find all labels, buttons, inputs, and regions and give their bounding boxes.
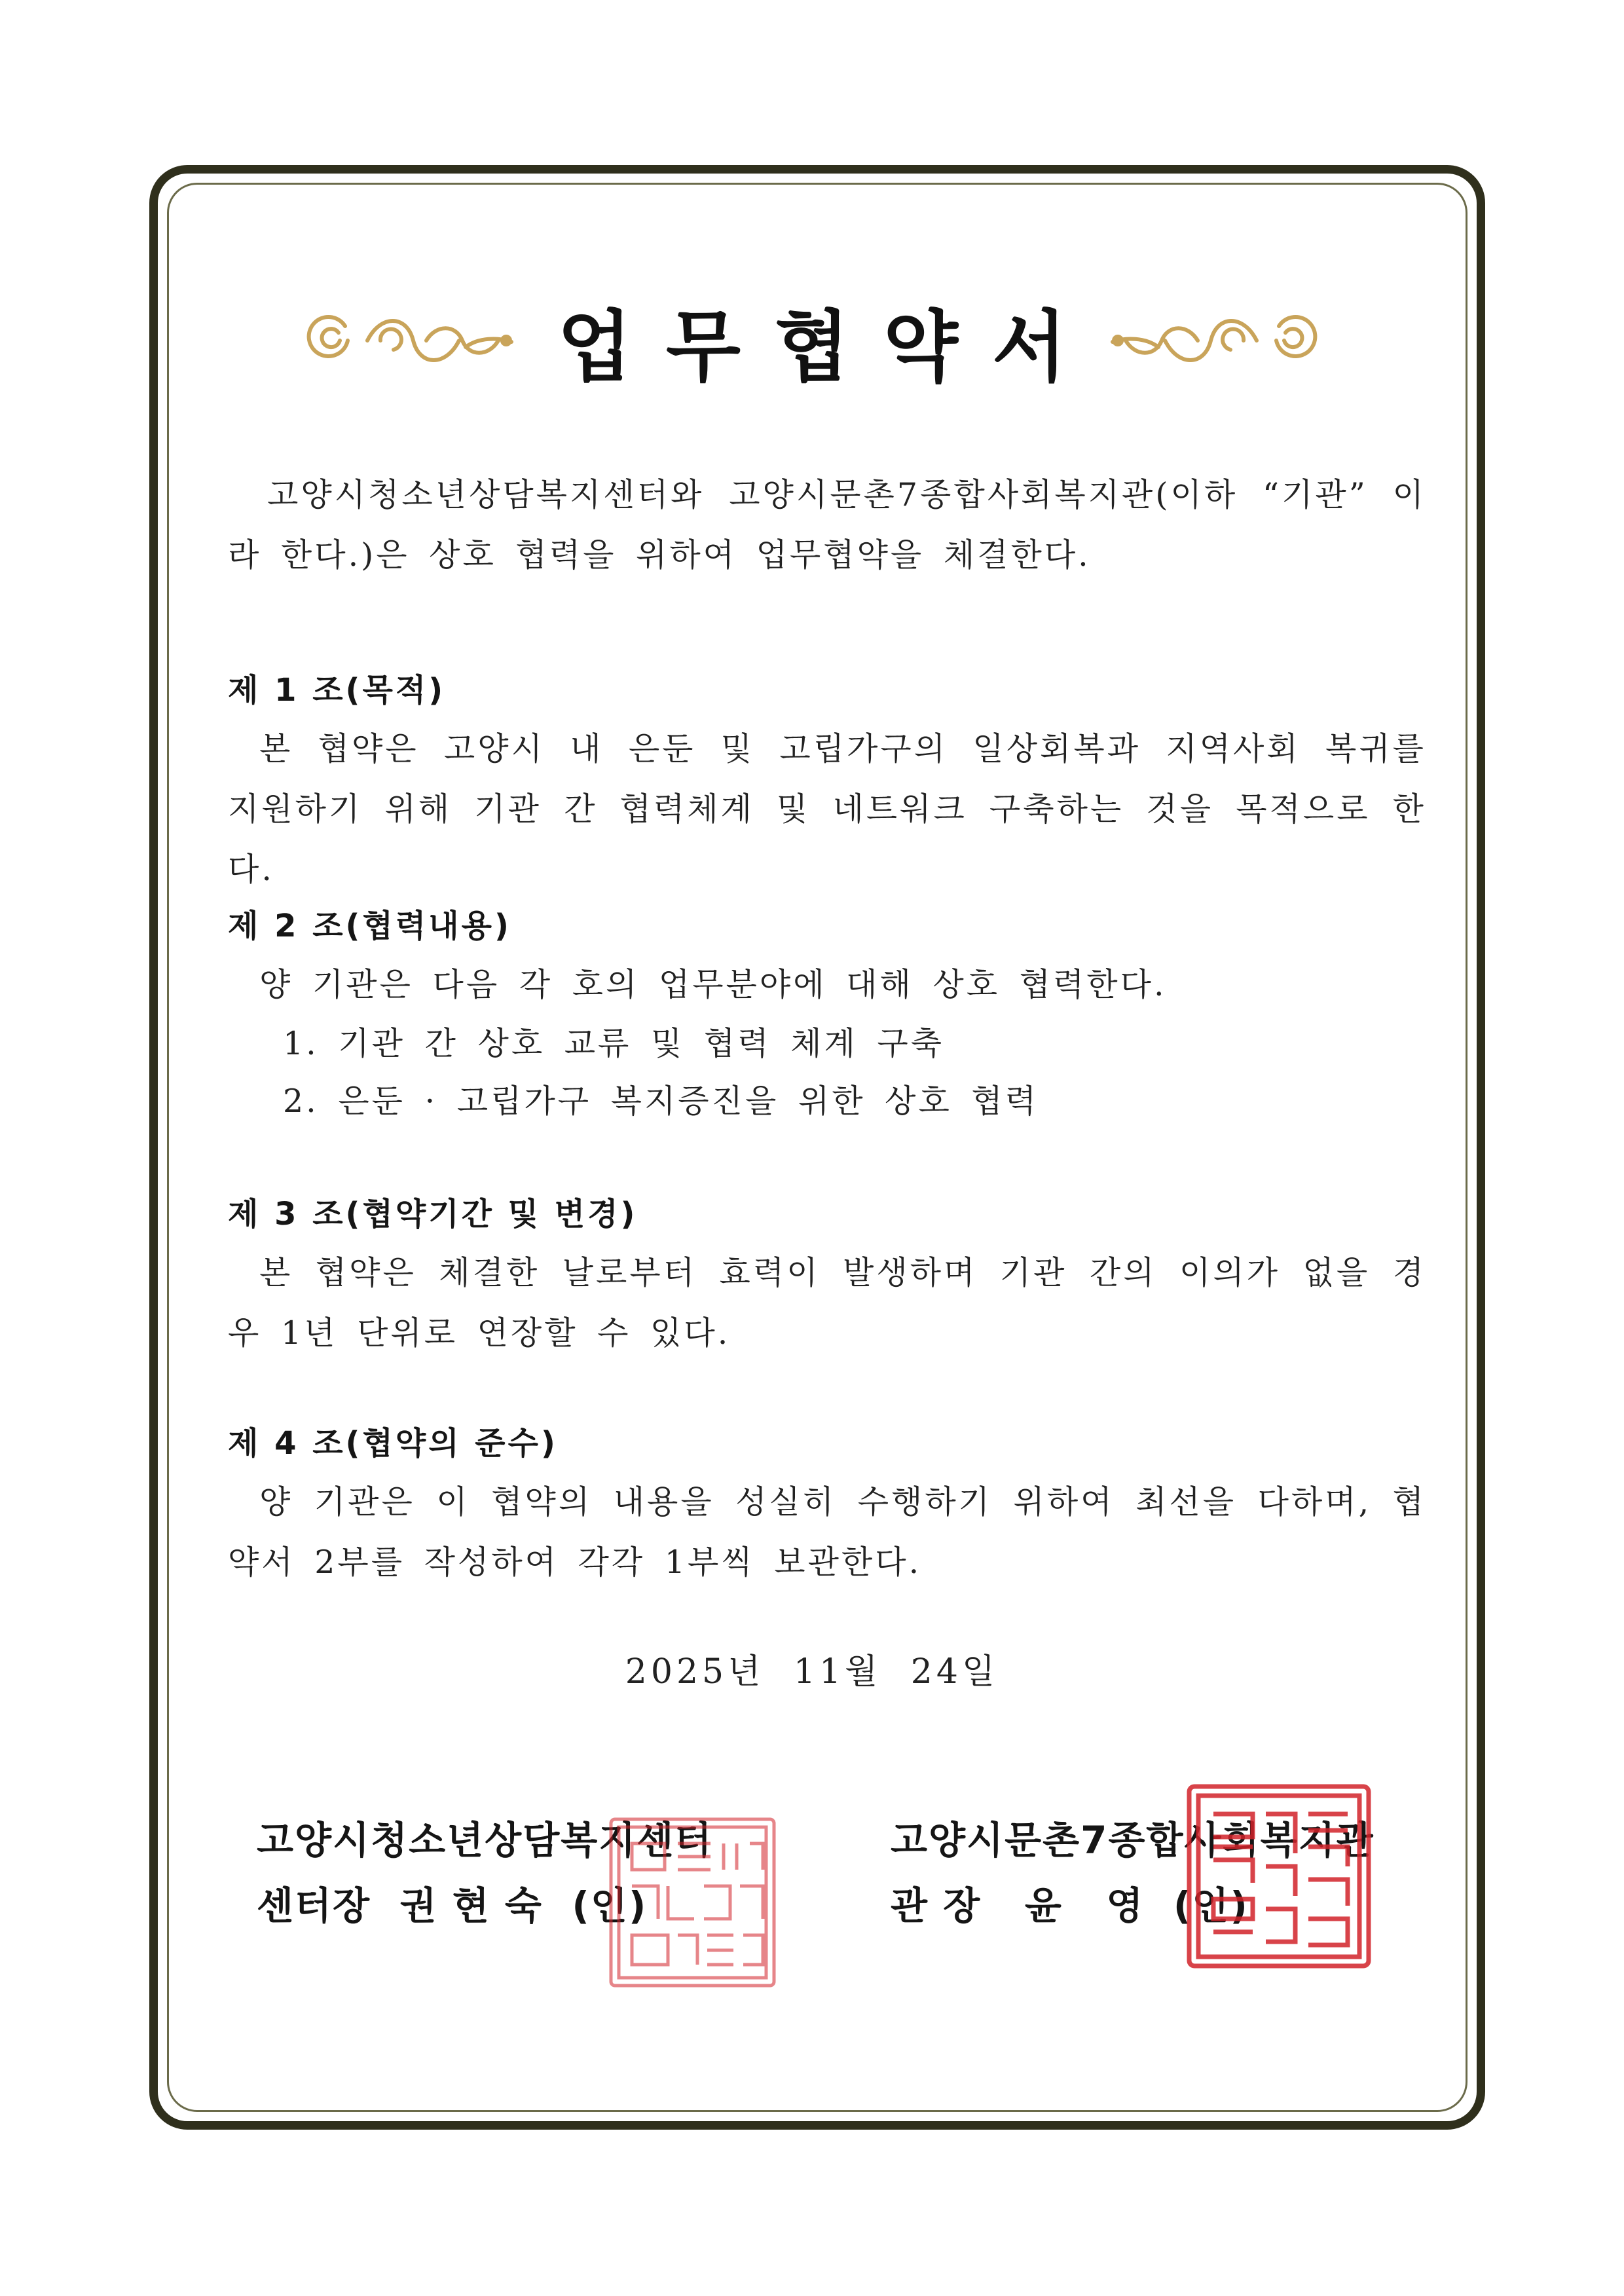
- right-flourish-ornament: [1106, 301, 1322, 380]
- agreement-date: 2025년 11월 24일: [625, 1652, 999, 1692]
- article-body: 본 협약은 고양시 내 은둔 및 고립가구의 일상회복과 지역사회 복귀를 지원하기 위해 기관 간 협력체계 및 네트워크 구축하는 것을 목적으로 한다.: [228, 730, 1426, 888]
- left-flourish-ornament: [302, 301, 518, 380]
- signatory-organization: 고양시문촌7종합사회복지관: [891, 1818, 1375, 1862]
- official-seal-left: [606, 1814, 779, 1991]
- article-heading: 제 1 조(목적): [228, 672, 446, 709]
- article-list-item: 1. 기관 간 상호 교류 및 협력 체계 구축: [283, 1025, 945, 1062]
- signatory-name-line: 센터장 권 현 숙 (인): [257, 1883, 648, 1928]
- article-4: [228, 1415, 1426, 1593]
- article-3: [228, 1185, 1426, 1363]
- article-list-item: 2. 은둔 · 고립가구 복지증진을 위한 상호 협력: [283, 1083, 1039, 1120]
- signatory-organization: 고양시청소년상담복지센터: [257, 1818, 713, 1862]
- article-heading: 제 4 조(협약의 준수): [228, 1425, 558, 1462]
- document-title: 업무협약서: [557, 302, 1101, 392]
- article-body: 양 기관은 이 협약의 내용을 성실히 수행하기 위하여 최선을 다하며, 협약서 2부를 작성하여 각각 1부씩 보관한다.: [228, 1483, 1426, 1581]
- article-body: 본 협약은 체결한 날로부터 효력이 발생하며 기관 간의 이의가 없을 경우 1년 단위로 연장할 수 있다.: [228, 1254, 1426, 1352]
- article-2: [228, 897, 1426, 1130]
- signatory-name-line: 관 장 윤 영 (인): [891, 1883, 1249, 1928]
- article-1: [228, 661, 1426, 900]
- article-heading: 제 3 조(협약기간 및 변경): [228, 1196, 638, 1232]
- official-seal-right: [1184, 1781, 1374, 1971]
- intro-paragraph: 고양시청소년상담복지센터와 고양시문촌7종합사회복지관(이하 “기관” 이라 한다.)은 상호 협력을 위하여 업무협약을 체결한다.: [228, 476, 1426, 574]
- title-row: [0, 282, 1624, 399]
- article-heading: 제 2 조(협력내용): [228, 908, 511, 944]
- article-body: 양 기관은 다음 각 호의 업무분야에 대해 상호 협력한다.: [259, 966, 1167, 1003]
